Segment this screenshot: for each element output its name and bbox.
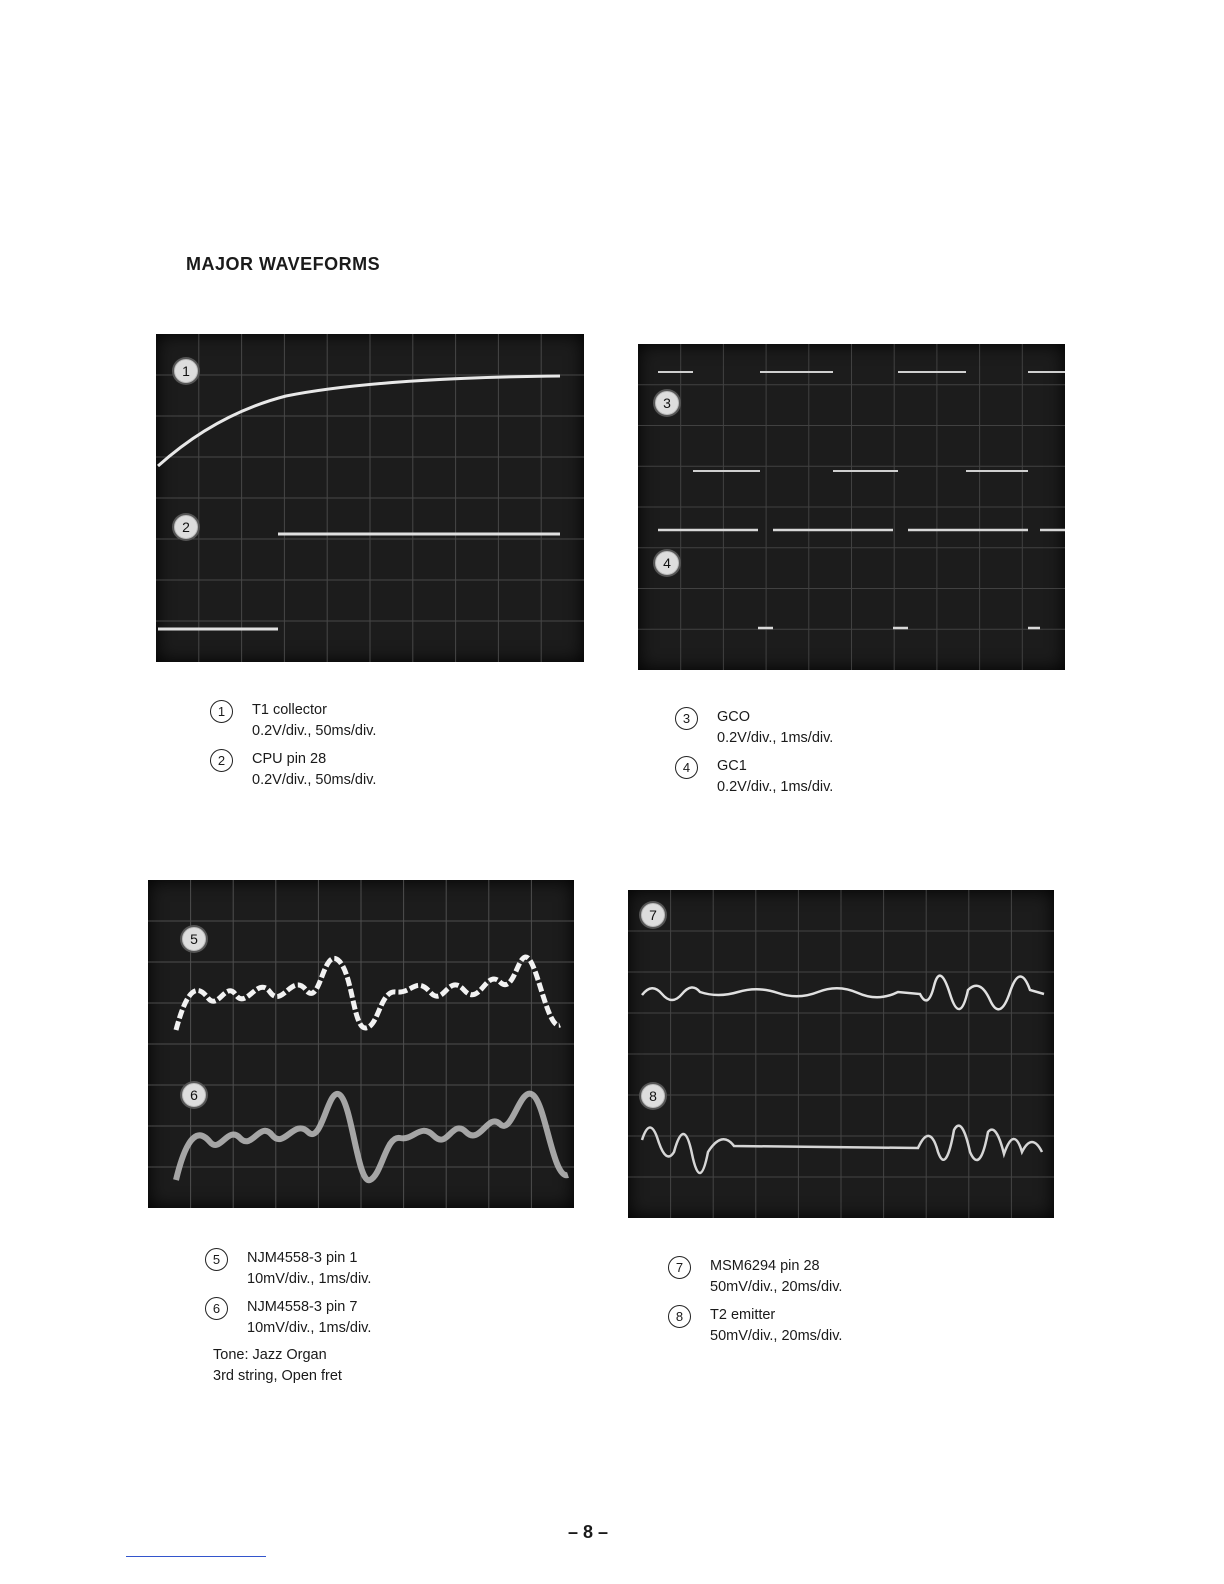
caption-label: T1 collector bbox=[252, 702, 327, 718]
footer-rule bbox=[126, 1556, 266, 1557]
oscilloscope-panel-3 bbox=[148, 880, 574, 1208]
caption-row bbox=[210, 749, 376, 791]
caption-panel-3 bbox=[205, 1248, 371, 1387]
trace-2 bbox=[158, 534, 560, 629]
caption-number: 3 bbox=[675, 707, 698, 730]
caption-row bbox=[675, 756, 833, 798]
caption-row bbox=[205, 1248, 371, 1290]
tone-note: Tone: Jazz Organ bbox=[213, 1347, 327, 1363]
graticule bbox=[628, 890, 1054, 1218]
waveform-plot-2 bbox=[638, 344, 1065, 670]
trace-badge-4: 4 bbox=[655, 551, 679, 575]
caption-scale: 0.2V/div., 50ms/div. bbox=[252, 772, 377, 788]
waveform-plot-3 bbox=[148, 880, 574, 1208]
trace-badge-8: 8 bbox=[641, 1084, 665, 1108]
trace-3 bbox=[658, 372, 1065, 471]
caption-scale: 0.2V/div., 1ms/div. bbox=[717, 730, 834, 746]
trace-8 bbox=[642, 1126, 1042, 1173]
caption-number: 6 bbox=[205, 1297, 228, 1320]
caption-scale: 50mV/div., 20ms/div. bbox=[710, 1328, 843, 1344]
page-number: – 8 – bbox=[568, 1522, 609, 1542]
trace-badge-5: 5 bbox=[182, 927, 206, 951]
trace-badge-6: 6 bbox=[182, 1083, 206, 1107]
caption-scale: 10mV/div., 1ms/div. bbox=[247, 1271, 372, 1287]
caption-label: NJM4558-3 pin 1 bbox=[247, 1250, 358, 1266]
trace-badge-7: 7 bbox=[641, 903, 665, 927]
caption-row bbox=[668, 1305, 842, 1347]
caption-scale: 0.2V/div., 50ms/div. bbox=[252, 723, 377, 739]
caption-panel-1 bbox=[210, 700, 376, 791]
oscilloscope-panel-1 bbox=[156, 334, 584, 662]
caption-row bbox=[675, 707, 833, 749]
caption-row bbox=[210, 700, 376, 742]
caption-number: 5 bbox=[205, 1248, 228, 1271]
caption-panel-4 bbox=[668, 1256, 842, 1347]
trace-1 bbox=[158, 376, 560, 466]
caption-scale: 50mV/div., 20ms/div. bbox=[710, 1279, 843, 1295]
string-note: 3rd string, Open fret bbox=[213, 1368, 342, 1384]
caption-row bbox=[205, 1297, 371, 1339]
trace-7 bbox=[642, 976, 1044, 1010]
graticule bbox=[638, 344, 1065, 670]
trace-4 bbox=[658, 530, 1065, 628]
caption-label: MSM6294 pin 28 bbox=[710, 1258, 820, 1274]
caption-scale: 0.2V/div., 1ms/div. bbox=[717, 779, 834, 795]
caption-label: GCO bbox=[717, 709, 751, 725]
oscilloscope-panel-4 bbox=[628, 890, 1054, 1218]
caption-label: NJM4558-3 pin 7 bbox=[247, 1299, 358, 1315]
caption-row bbox=[668, 1256, 842, 1298]
caption-label: GC1 bbox=[717, 758, 747, 774]
caption-number: 8 bbox=[668, 1305, 691, 1328]
trace-badge-3: 3 bbox=[655, 391, 679, 415]
oscilloscope-panel-2 bbox=[638, 344, 1065, 670]
caption-label: CPU pin 28 bbox=[252, 751, 327, 767]
caption-number: 2 bbox=[210, 749, 233, 772]
caption-number: 4 bbox=[675, 756, 698, 779]
waveform-plot-4 bbox=[628, 890, 1054, 1218]
caption-number: 1 bbox=[210, 700, 233, 723]
caption-label: T2 emitter bbox=[710, 1307, 776, 1323]
trace-badge-1: 1 bbox=[174, 359, 198, 383]
waveform-plot-1 bbox=[156, 334, 584, 662]
trace-badge-2: 2 bbox=[174, 515, 198, 539]
caption-panel-2 bbox=[675, 707, 833, 798]
caption-scale: 10mV/div., 1ms/div. bbox=[247, 1320, 372, 1336]
page-title: MAJOR WAVEFORMS bbox=[186, 254, 381, 274]
caption-number: 7 bbox=[668, 1256, 691, 1279]
